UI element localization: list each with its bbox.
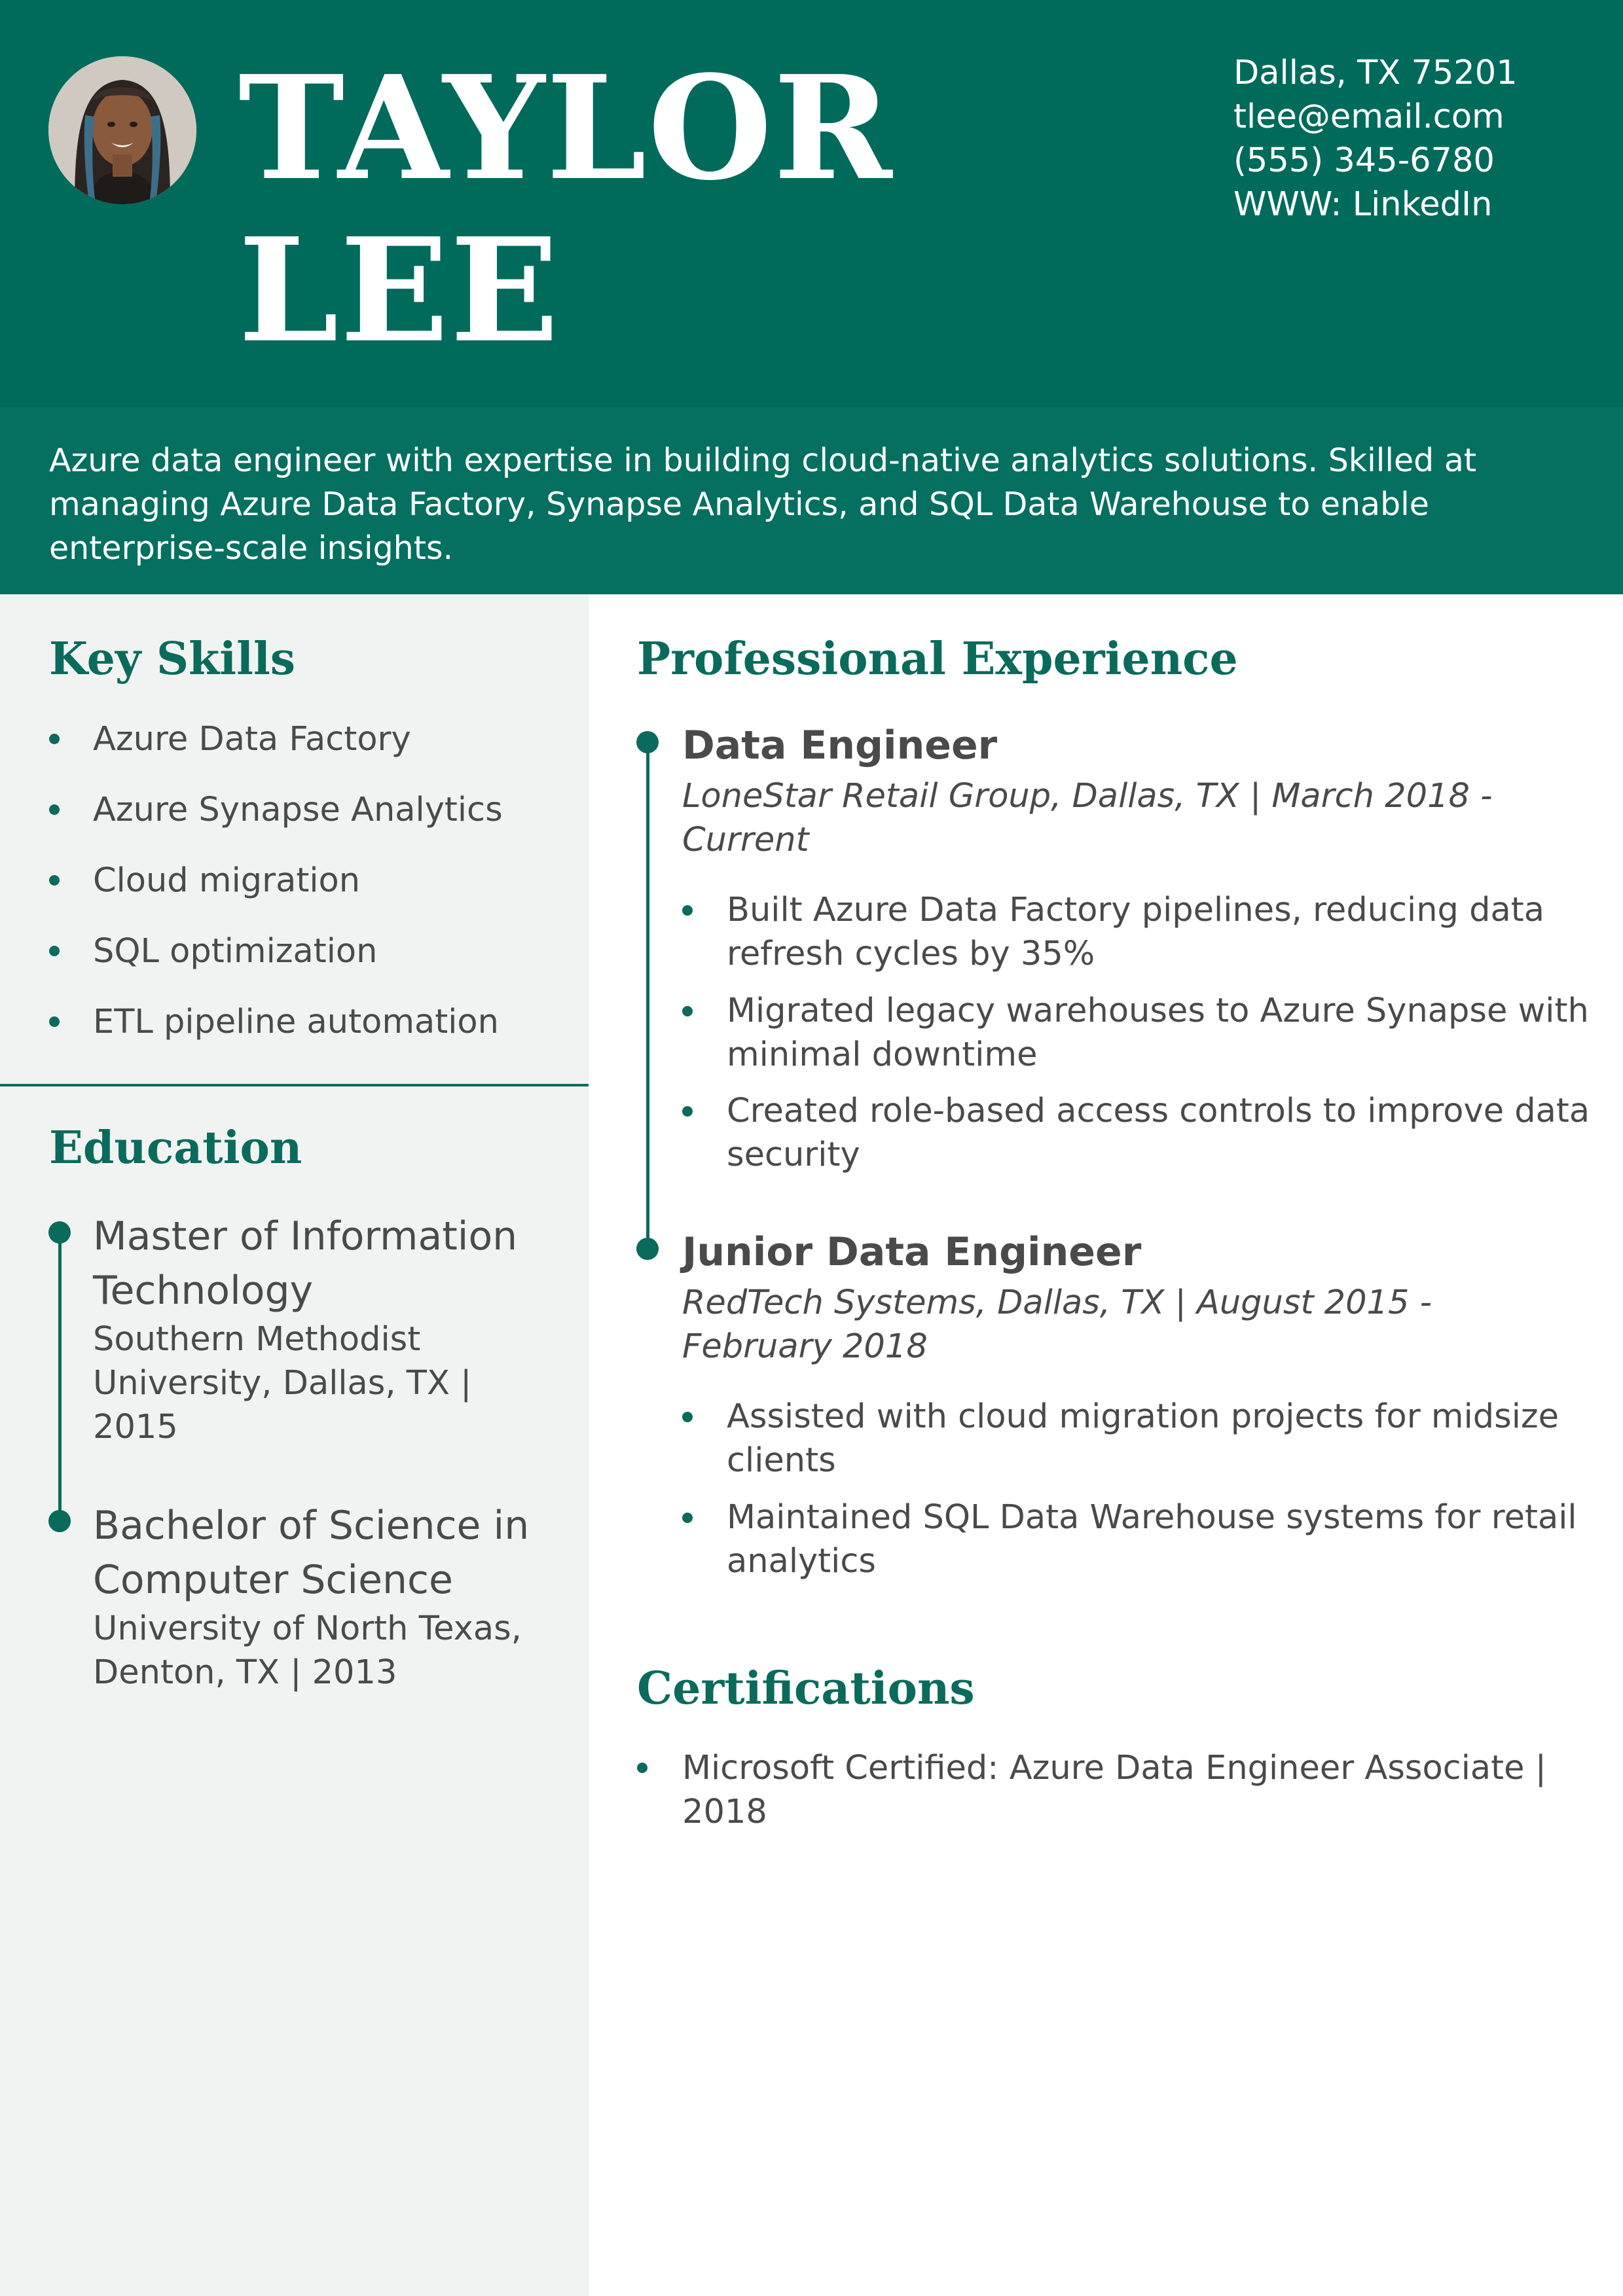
job-achievement: Assisted with cloud migration projects for midsize clients (727, 1397, 1559, 1480)
timeline-dot-icon (636, 731, 659, 753)
education-school: Southern Methodist University, Dallas, TX | 2015 (93, 1320, 472, 1446)
job-company-dates: RedTech Systems, Dallas, TX | August 2015 - February 2018 (682, 1283, 1432, 1366)
timeline-dot-icon (48, 1221, 71, 1244)
name-first: TAYLOR (238, 45, 894, 212)
bullet-icon (637, 1763, 647, 1773)
contact-phone[interactable]: (555) 345-6780 (1233, 141, 1495, 180)
certifications-heading: Certifications (637, 1662, 975, 1715)
contact-location: Dallas, TX 75201 (1233, 54, 1518, 92)
key-skills-heading: Key Skills (49, 633, 296, 685)
job-achievement: Maintained SQL Data Warehouse systems for retail analytics (727, 1498, 1577, 1581)
timeline-line (58, 1232, 62, 1521)
education-degree: Master of Information Technology (93, 1213, 518, 1314)
bullet-icon (682, 905, 693, 916)
education-heading: Education (49, 1122, 302, 1174)
bullet-icon (682, 1006, 693, 1016)
bullet-icon (49, 946, 60, 956)
bullet-icon (49, 804, 60, 815)
contact-email[interactable]: tlee@email.com (1233, 98, 1504, 136)
job-company-dates: LoneStar Retail Group, Dallas, TX | March 2018 - Current (682, 777, 1493, 859)
name-last: LEE (238, 207, 560, 374)
contact-website-link[interactable]: WWW: LinkedIn (1233, 185, 1493, 224)
section-divider (0, 1084, 589, 1086)
job-achievement: Migrated legacy warehouses to Azure Synapse with minimal downtime (727, 992, 1589, 1074)
candidate-name (238, 47, 1089, 372)
timeline-dot-icon (48, 1510, 71, 1532)
bullet-icon (682, 1412, 693, 1422)
contact-info (1233, 51, 1600, 226)
summary-text: Azure data engineer with expertise in building cloud-native analytics solutions. Skilled at managing Azure Data Factory, Synapse Analytics, and SQL Data Warehouse to enable enterprise-scale insights. (49, 442, 1477, 567)
skill-item: Cloud migration (93, 861, 361, 900)
education-degree: Bachelor of Science in Computer Science (93, 1503, 530, 1603)
profile-photo (48, 56, 196, 204)
skill-item: ETL pipeline automation (93, 1003, 499, 1041)
experience-heading: Professional Experience (637, 633, 1238, 685)
skill-item: SQL optimization (93, 932, 378, 971)
timeline-dot-icon (636, 1238, 659, 1260)
skill-item: Azure Data Factory (93, 720, 411, 759)
education-school: University of North Texas, Denton, TX | 2013 (93, 1609, 522, 1692)
bullet-icon (682, 1513, 693, 1523)
skill-item: Azure Synapse Analytics (93, 791, 503, 829)
job-title: Data Engineer (682, 723, 998, 768)
header (0, 0, 1623, 407)
certification-item: Microsoft Certified: Azure Data Engineer Associate | 2018 (682, 1749, 1546, 1831)
job-achievement: Created role-based access controls to improve data security (727, 1092, 1590, 1174)
job-title: Junior Data Engineer (682, 1229, 1142, 1275)
job-achievement: Built Azure Data Factory pipelines, reducing data refresh cycles by 35% (727, 891, 1545, 973)
bullet-icon (49, 875, 60, 886)
bullet-icon (49, 1016, 60, 1027)
summary-band (0, 407, 1623, 594)
bullet-icon (49, 734, 60, 744)
bullet-icon (682, 1106, 693, 1117)
timeline-line (646, 742, 649, 1249)
